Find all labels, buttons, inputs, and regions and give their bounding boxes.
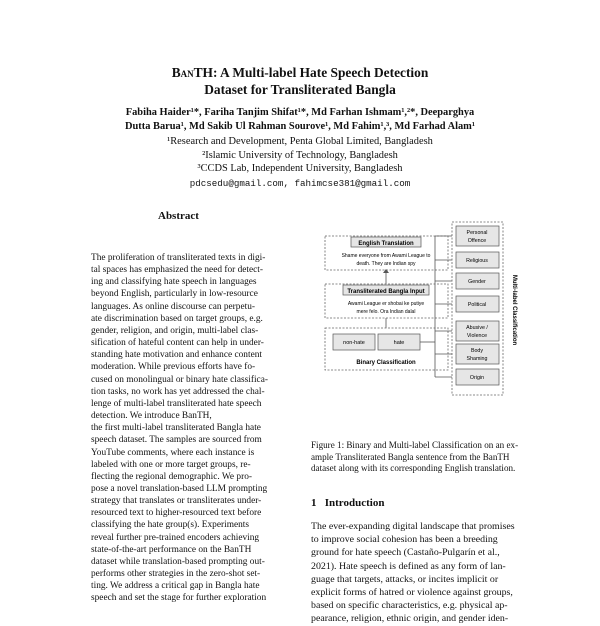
intro-line-1: The ever-expanding digital landscape that promises — [311, 521, 515, 532]
paper-title — [0, 64, 600, 98]
label-religious: Religious — [466, 258, 488, 264]
abstract-line-13: lenge of multi-label transliterated hate speech — [91, 398, 262, 409]
abstract-line-28: ting. We address a critical gap in Bangla hate — [91, 581, 260, 592]
affiliation-2: ²Islamic University of Technology, Bangladesh — [202, 149, 398, 161]
abstract-heading: Abstract — [158, 210, 199, 222]
abstract-line-23: classifying the hate group(s). Experiments — [91, 520, 250, 531]
intro-line-4: 2021). Hate speech is defined as any form of lan- — [311, 560, 506, 572]
abstract-line-4: beyond English, particularly in low-resource — [91, 289, 258, 300]
affiliation-3: ³CCDS Lab, Independent University, Bangladesh — [197, 163, 403, 174]
caption-line-3: dataset along with its corresponding English translation. — [311, 463, 516, 474]
label-body-shaming-1: Body — [470, 348, 484, 354]
abstract-line-14: detection. We introduce BanTH, — [91, 411, 212, 422]
introduction-body — [311, 520, 533, 626]
section-title: Introduction — [324, 497, 385, 509]
english-translation-box — [325, 236, 448, 270]
intro-line-2: to improve social cohesion has been a breeding — [311, 534, 498, 546]
contact-emails: pdcsedu@gmail.com, fahimcse381@gmail.com — [189, 178, 411, 189]
title-line-1: BanTH: A Multi-label Hate Speech Detection — [171, 65, 429, 80]
section-heading-introduction — [311, 497, 384, 509]
intro-line-5: guage that targets, attacks, or incites implicit or — [311, 573, 499, 585]
figure-caption — [311, 440, 533, 475]
abstract-line-1: The proliferation of transliterated texts in digi- — [91, 253, 266, 263]
affiliation-1: ¹Research and Development, Penta Global Limited, Bangladesh — [167, 136, 433, 147]
label-gender: Gender — [468, 279, 486, 285]
abstract-line-8: sification of hateful content can help in under- — [91, 338, 264, 349]
abstract-line-2: tal spaces has emphasized the need for detect- — [91, 265, 264, 276]
abstract-line-7: gender, religion, and origin, multi-label clas- — [91, 325, 259, 336]
label-abusive-2: Violence — [466, 333, 488, 339]
abstract-line-15: the first multi-label transliterated Bangla hate — [91, 423, 261, 434]
label-political: Political — [467, 302, 487, 308]
bangla-input-line-1: Awami League er shobai ke putiye — [347, 301, 425, 307]
bangla-input-label: Transliterated Bangla Input — [347, 289, 425, 295]
caption-line-1: Figure 1: Binary and Multi-label Classification on an ex- — [311, 440, 519, 450]
bangla-input-line-2: mere felo. Ora Indian dalal — [356, 309, 416, 315]
abstract-line-22: resourced text to higher-resourced text before — [91, 508, 262, 519]
label-abusive-1: Abusive / — [466, 325, 488, 331]
abstract-line-21: strategy that translates or transliterates under- — [91, 496, 262, 507]
english-translation-label: English Translation — [358, 241, 414, 247]
abstract-line-10: moderation. While previous efforts have fo- — [91, 362, 256, 373]
english-translation-line-1: Shame everyone from Awami League to — [341, 253, 431, 259]
abstract-line-24: reveal further pre-trained encoders achieving — [91, 532, 260, 543]
figure-1 — [323, 220, 535, 398]
abstract-line-16: speech dataset. The samples are sourced from — [91, 435, 262, 446]
affiliations — [0, 135, 600, 176]
author-line-1: Fabiha Haider¹*, Fariha Tanjim Shifat¹*, Md Farhan Ishmam¹,²*, Deeparghya — [125, 107, 475, 118]
abstract-line-29: speech and set the stage for further exploration — [91, 593, 267, 604]
intro-line-3: ground for hate speech (Castaño-Pulgarín et al., — [311, 547, 500, 559]
author-line-2: Dutta Barua¹, Md Sakib Ul Rahman Sourove¹, Md Fahim¹,³, Md Farhad Alam¹ — [125, 121, 475, 132]
caption-line-2: ample Transliterated Bangla sentence from the BanTH — [311, 451, 510, 462]
label-personal-offence-2: Offence — [467, 238, 487, 244]
abstract-line-12: tion tasks, no work has yet addressed the chal- — [91, 386, 265, 397]
abstract-line-18: labeled with one or more target groups, re- — [91, 459, 251, 470]
intro-line-6: explicit forms of hatred or violence against groups, — [311, 587, 513, 599]
abstract-line-17: YouTube comments, where each instance is — [91, 447, 255, 458]
abstract-line-27: performs other strategies in the zero-shot set- — [91, 569, 261, 580]
abstract-line-11: cused on monolingual or binary hate classifica- — [91, 374, 268, 385]
author-list — [0, 106, 600, 134]
label-body-shaming-2: Shaming — [466, 356, 488, 362]
abstract-body — [91, 252, 271, 605]
abstract-line-26: dataset while translation-based prompting out- — [91, 556, 265, 567]
non-hate-label: non-hate — [343, 340, 365, 346]
intro-line-8: pearance, religion, ethnic origin, and gender iden- — [311, 613, 509, 625]
abstract-line-6: ate discrimination based on target groups, e.g. — [91, 313, 263, 324]
section-number: 1 — [311, 497, 317, 509]
english-translation-line-2: death. They are Indian spy — [356, 261, 416, 267]
abstract-line-3: ing and classifying hate speech in languages — [91, 277, 257, 288]
title-line-2: Dataset for Transliterated Bangla — [204, 82, 396, 97]
multi-label-title: Multi-label Classification — [511, 274, 517, 346]
binary-classification-title: Binary Classification — [356, 360, 416, 366]
binary-classification-box — [325, 328, 448, 370]
abstract-line-20: pose a novel translation-based LLM prompting — [91, 483, 268, 494]
abstract-line-9: standing hate motivation and enhance content — [91, 350, 262, 361]
label-origin: Origin — [469, 375, 485, 381]
intro-line-7: based on specific characteristics, e.g. physical ap- — [311, 600, 508, 612]
abstract-line-19: flecting the regional demographic. We pro- — [91, 471, 252, 482]
abstract-line-5: languages. As online discourse can perpetu- — [91, 301, 255, 312]
abstract-line-25: state-of-the-art performance on the BanTH — [91, 544, 252, 555]
bangla-input-box — [325, 284, 448, 318]
hate-label: hate — [393, 340, 405, 346]
label-personal-offence-1: Personal — [466, 230, 488, 236]
